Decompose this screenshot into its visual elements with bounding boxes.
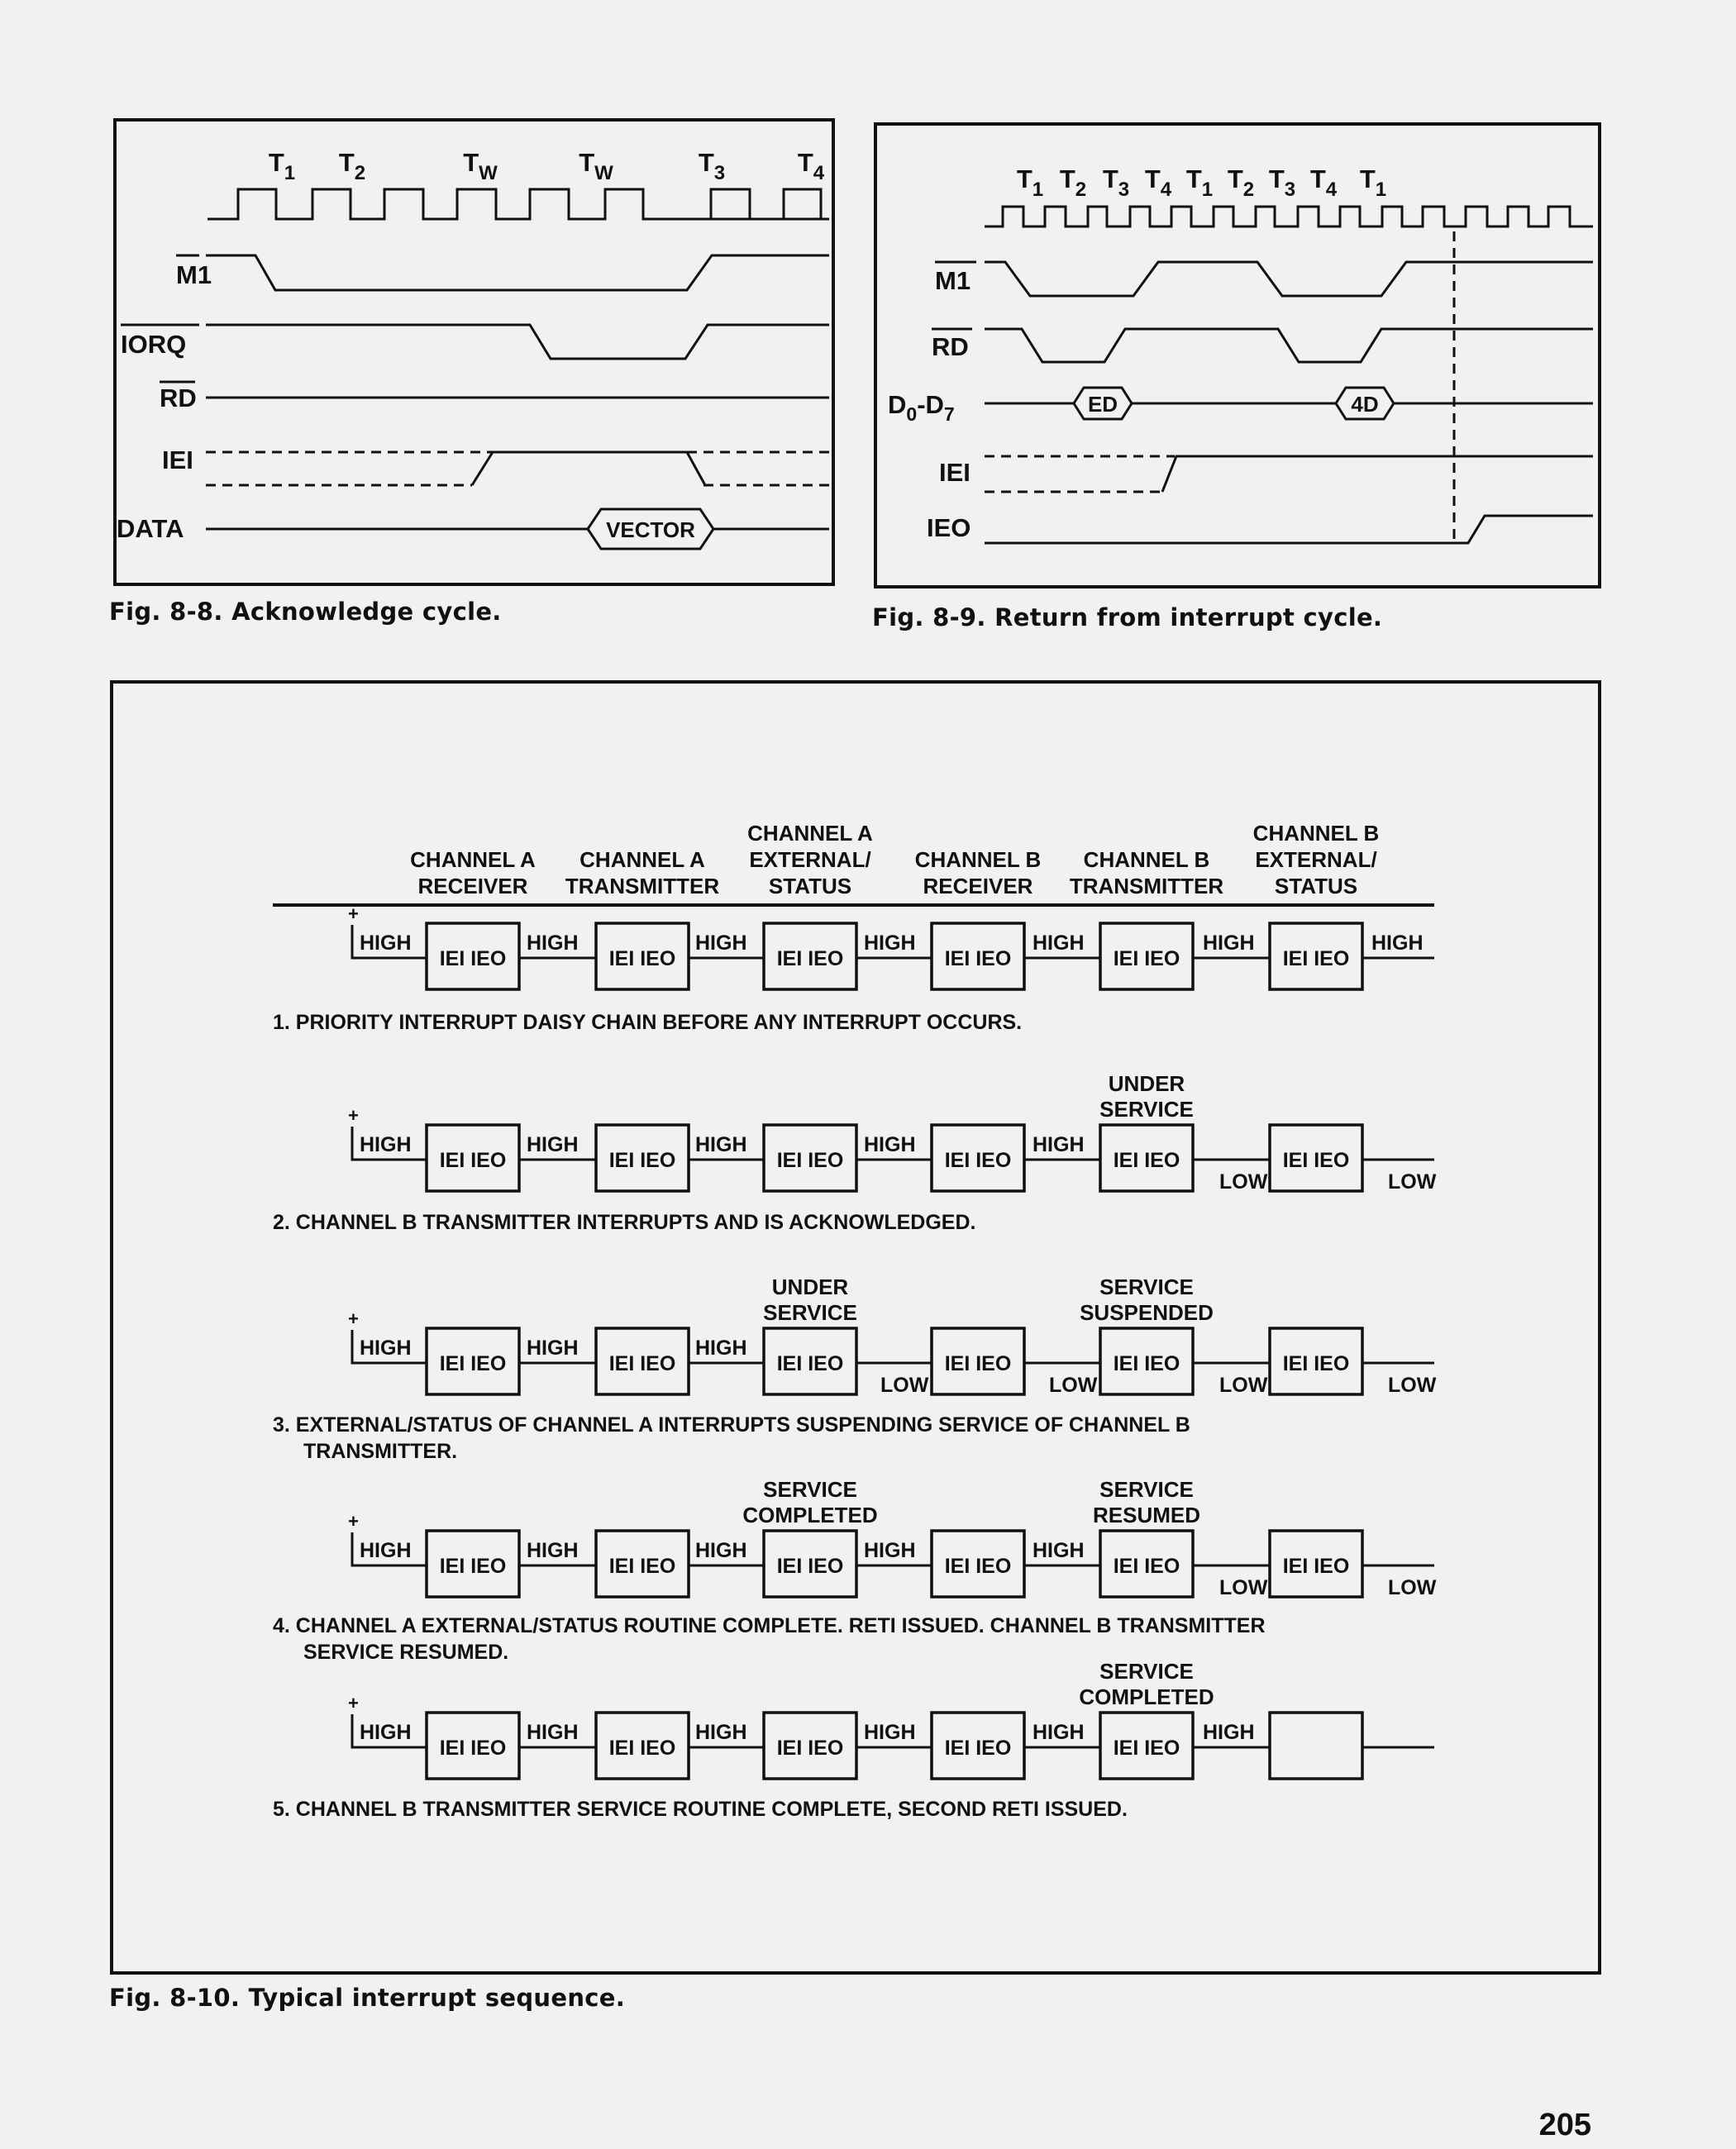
link-level-label: HIGH bbox=[1033, 1721, 1085, 1744]
iei-waveform bbox=[472, 452, 705, 485]
m1-waveform bbox=[985, 262, 1593, 296]
channel-header-line: CHANNEL A bbox=[410, 847, 536, 872]
iei-ieo-label: IEI IEO bbox=[1282, 1149, 1350, 1172]
iei-ieo-label: IEI IEO bbox=[776, 947, 844, 970]
status-annotation: SERVICE bbox=[1099, 1477, 1194, 1502]
fig-8-8-frame bbox=[113, 118, 835, 586]
status-annotation: SERVICE bbox=[1099, 1275, 1194, 1299]
ed-label: ED bbox=[1087, 392, 1118, 417]
status-annotation: SUSPENDED bbox=[1080, 1300, 1214, 1325]
link-level-label: LOW bbox=[1049, 1374, 1098, 1397]
status-annotation: UNDER bbox=[1108, 1071, 1185, 1096]
channel-header-line: CHANNEL B bbox=[1083, 847, 1210, 872]
clock-waveform bbox=[207, 189, 829, 219]
ieo-waveform bbox=[985, 516, 1593, 543]
link-level-label: HIGH bbox=[695, 1721, 747, 1744]
power-plus-sign: + bbox=[348, 1693, 359, 1713]
link-level-label: HIGH bbox=[864, 1133, 916, 1156]
channel-header-line: RECEIVER bbox=[417, 874, 528, 898]
clock-label: $T_1$ bbox=[1185, 164, 1214, 201]
interrupt-device-box bbox=[1270, 1713, 1362, 1779]
daisy-chain-row bbox=[273, 1659, 1434, 1821]
fig-8-10-daisy-chain-diagram bbox=[113, 684, 1598, 1971]
step-description: SERVICE RESUMED. bbox=[303, 1641, 509, 1664]
signal-label-d0-d7: $D_0-D_7$ bbox=[888, 390, 955, 425]
m1-waveform bbox=[206, 255, 829, 290]
channel-header-line: EXTERNAL/ bbox=[1255, 847, 1377, 872]
rd-waveform bbox=[985, 329, 1593, 362]
iei-ieo-label: IEI IEO bbox=[608, 1352, 676, 1375]
status-annotation: UNDER bbox=[771, 1275, 849, 1299]
clock-label: $T_1$ bbox=[1359, 164, 1387, 201]
link-level-label: LOW bbox=[1219, 1374, 1268, 1397]
link-level-label: HIGH bbox=[360, 1133, 412, 1156]
link-level-label: HIGH bbox=[360, 932, 412, 955]
iei-ieo-label: IEI IEO bbox=[776, 1149, 844, 1172]
iei-ieo-label: IEI IEO bbox=[439, 1352, 507, 1375]
clock-label: $T_2$ bbox=[1059, 164, 1087, 201]
power-plus-sign: + bbox=[348, 1105, 359, 1126]
fig-8-10-caption: Fig. 8-10. Typical interrupt sequence. bbox=[109, 1984, 626, 2012]
channel-header bbox=[747, 821, 873, 898]
iei-ieo-label: IEI IEO bbox=[439, 1149, 507, 1172]
channel-header bbox=[1253, 821, 1380, 898]
daisy-chain-row bbox=[273, 903, 1434, 1034]
clock-label: $T_2$ bbox=[1227, 164, 1255, 201]
channel-header-line: CHANNEL A bbox=[747, 821, 873, 846]
link-level-label: HIGH bbox=[527, 1133, 579, 1156]
daisy-chain-row bbox=[273, 1275, 1437, 1463]
power-plus-sign: + bbox=[348, 903, 359, 924]
link-level-label: HIGH bbox=[1203, 1721, 1255, 1744]
clock-label: $T_2$ bbox=[338, 148, 366, 184]
link-level-label: HIGH bbox=[695, 932, 747, 955]
iei-ieo-label: IEI IEO bbox=[776, 1737, 844, 1760]
link-level-label: HIGH bbox=[1033, 932, 1085, 955]
link-level-label: HIGH bbox=[695, 1133, 747, 1156]
step-description: 4. CHANNEL A EXTERNAL/STATUS ROUTINE COMPLETE. RETI ISSUED. CHANNEL B TRANSMITTER bbox=[273, 1614, 1266, 1637]
status-annotation: COMPLETED bbox=[742, 1503, 878, 1527]
channel-header-line: TRANSMITTER bbox=[565, 874, 720, 898]
status-annotation: SERVICE bbox=[763, 1300, 857, 1325]
fig-8-10-frame bbox=[110, 680, 1601, 1975]
link-level-label: LOW bbox=[1388, 1374, 1437, 1397]
status-annotation: COMPLETED bbox=[1079, 1684, 1214, 1709]
link-level-label: HIGH bbox=[864, 1721, 916, 1744]
iei-ieo-label: IEI IEO bbox=[1113, 1352, 1180, 1375]
fig-8-8-timing-diagram bbox=[117, 122, 832, 583]
power-plus-sign: + bbox=[348, 1511, 359, 1532]
link-level-label: LOW bbox=[1388, 1170, 1437, 1194]
status-annotation: SERVICE bbox=[763, 1477, 857, 1502]
status-annotation: RESUMED bbox=[1092, 1503, 1201, 1527]
iei-ieo-label: IEI IEO bbox=[1113, 1555, 1180, 1578]
clock-label: $T_1$ bbox=[1016, 164, 1044, 201]
status-annotation: SERVICE bbox=[1099, 1659, 1194, 1684]
iei-ieo-label: IEI IEO bbox=[608, 1149, 676, 1172]
link-level-label: HIGH bbox=[360, 1721, 412, 1744]
link-level-label: HIGH bbox=[527, 1539, 579, 1562]
signal-label-iei: IEI bbox=[939, 458, 971, 487]
step-description: 3. EXTERNAL/STATUS OF CHANNEL A INTERRUPTS SUSPENDING SERVICE OF CHANNEL B bbox=[273, 1413, 1190, 1437]
iei-ieo-label: IEI IEO bbox=[439, 947, 507, 970]
channel-header-line: TRANSMITTER bbox=[1069, 874, 1224, 898]
channel-header-line: CHANNEL B bbox=[914, 847, 1042, 872]
step-description: 1. PRIORITY INTERRUPT DAISY CHAIN BEFORE ANY INTERRUPT OCCURS. bbox=[273, 1011, 1023, 1034]
page-number: 205 bbox=[1538, 2108, 1591, 2142]
iei-ieo-label: IEI IEO bbox=[439, 1555, 507, 1578]
clock-waveform bbox=[985, 207, 1593, 226]
iei-ieo-label: IEI IEO bbox=[944, 1737, 1012, 1760]
link-level-label: HIGH bbox=[527, 932, 579, 955]
link-level-label: HIGH bbox=[695, 1539, 747, 1562]
clock-label: $T_3$ bbox=[1102, 164, 1130, 201]
iei-ieo-label: IEI IEO bbox=[944, 1149, 1012, 1172]
iei-ieo-label: IEI IEO bbox=[1282, 1352, 1350, 1375]
link-level-label: HIGH bbox=[360, 1539, 412, 1562]
fig-8-9-timing-diagram bbox=[877, 126, 1598, 585]
channel-header-line: EXTERNAL/ bbox=[749, 847, 871, 872]
signal-label-m1: M1 bbox=[935, 266, 971, 295]
signal-label-rd: RD bbox=[932, 332, 969, 361]
iei-ieo-label: IEI IEO bbox=[439, 1737, 507, 1760]
iei-ieo-label: IEI IEO bbox=[1113, 947, 1180, 970]
link-level-label: LOW bbox=[1219, 1576, 1268, 1599]
status-annotation: SERVICE bbox=[1099, 1097, 1194, 1122]
step-description: TRANSMITTER. bbox=[303, 1440, 458, 1463]
iorq-waveform bbox=[206, 325, 829, 359]
channel-header-line: RECEIVER bbox=[923, 874, 1033, 898]
channel-header bbox=[915, 847, 1042, 898]
iei-ieo-label: IEI IEO bbox=[1282, 947, 1350, 970]
link-level-label: HIGH bbox=[527, 1721, 579, 1744]
signal-label-iei: IEI bbox=[162, 446, 193, 474]
clock-label: $T_1$ bbox=[268, 148, 296, 184]
clock-label: $T_W$ bbox=[579, 148, 613, 184]
iei-ieo-label: IEI IEO bbox=[944, 1555, 1012, 1578]
iei-ieo-label: IEI IEO bbox=[608, 947, 676, 970]
channel-header bbox=[1070, 847, 1224, 898]
channel-header-line: CHANNEL B bbox=[1252, 821, 1380, 846]
link-level-label: HIGH bbox=[864, 1539, 916, 1562]
iei-ieo-label: IEI IEO bbox=[608, 1737, 676, 1760]
link-level-label: HIGH bbox=[1371, 932, 1424, 955]
iei-ieo-label: IEI IEO bbox=[608, 1555, 676, 1578]
step-description: 2. CHANNEL B TRANSMITTER INTERRUPTS AND IS ACKNOWLEDGED. bbox=[273, 1211, 976, 1234]
iei-ieo-label: IEI IEO bbox=[1282, 1555, 1350, 1578]
link-level-label: HIGH bbox=[864, 932, 916, 955]
link-level-label: HIGH bbox=[695, 1337, 747, 1360]
iei-ieo-label: IEI IEO bbox=[944, 1352, 1012, 1375]
4d-label: 4D bbox=[1351, 392, 1379, 417]
fig-8-9-caption: Fig. 8-9. Return from interrupt cycle. bbox=[872, 603, 1383, 631]
daisy-chain-row bbox=[273, 1071, 1437, 1234]
signal-label-data: DATA bbox=[117, 514, 184, 543]
clock-label: $T_3$ bbox=[698, 148, 726, 184]
clock-label: $T_W$ bbox=[463, 148, 498, 184]
link-level-label: HIGH bbox=[1033, 1539, 1085, 1562]
clock-label: $T_3$ bbox=[1268, 164, 1296, 201]
clock-label: $T_4$ bbox=[1144, 164, 1172, 201]
iei-ieo-label: IEI IEO bbox=[944, 947, 1012, 970]
signal-label-ieo: IEO bbox=[927, 513, 971, 542]
link-level-label: LOW bbox=[1219, 1170, 1268, 1194]
link-level-label: HIGH bbox=[527, 1337, 579, 1360]
iei-waveform bbox=[1162, 456, 1593, 492]
iei-ieo-label: IEI IEO bbox=[776, 1352, 844, 1375]
channel-header-line: STATUS bbox=[1274, 874, 1358, 898]
iei-ieo-label: IEI IEO bbox=[776, 1555, 844, 1578]
signal-label-iorq: IORQ bbox=[121, 330, 187, 359]
iei-ieo-label: IEI IEO bbox=[1113, 1737, 1180, 1760]
signal-label-m1: M1 bbox=[176, 260, 212, 289]
channel-header-line: CHANNEL A bbox=[579, 847, 705, 872]
fig-8-9-frame bbox=[874, 122, 1601, 588]
link-level-label: HIGH bbox=[360, 1337, 412, 1360]
clock-label: $T_4$ bbox=[797, 148, 825, 184]
link-level-label: HIGH bbox=[1203, 932, 1255, 955]
step-description: 5. CHANNEL B TRANSMITTER SERVICE ROUTINE COMPLETE, SECOND RETI ISSUED. bbox=[273, 1798, 1128, 1821]
signal-label-rd: RD bbox=[160, 384, 197, 412]
link-level-label: LOW bbox=[1388, 1576, 1437, 1599]
fig-8-8-caption: Fig. 8-8. Acknowledge cycle. bbox=[109, 598, 502, 626]
daisy-chain-row bbox=[273, 1477, 1437, 1664]
link-level-label: HIGH bbox=[1033, 1133, 1085, 1156]
clock-label: $T_4$ bbox=[1309, 164, 1338, 201]
channel-header bbox=[410, 847, 536, 898]
channel-header bbox=[565, 847, 720, 898]
link-level-label: LOW bbox=[880, 1374, 929, 1397]
channel-header-line: STATUS bbox=[768, 874, 852, 898]
power-plus-sign: + bbox=[348, 1308, 359, 1329]
iei-ieo-label: IEI IEO bbox=[1113, 1149, 1180, 1172]
vector-label: VECTOR bbox=[606, 517, 695, 542]
